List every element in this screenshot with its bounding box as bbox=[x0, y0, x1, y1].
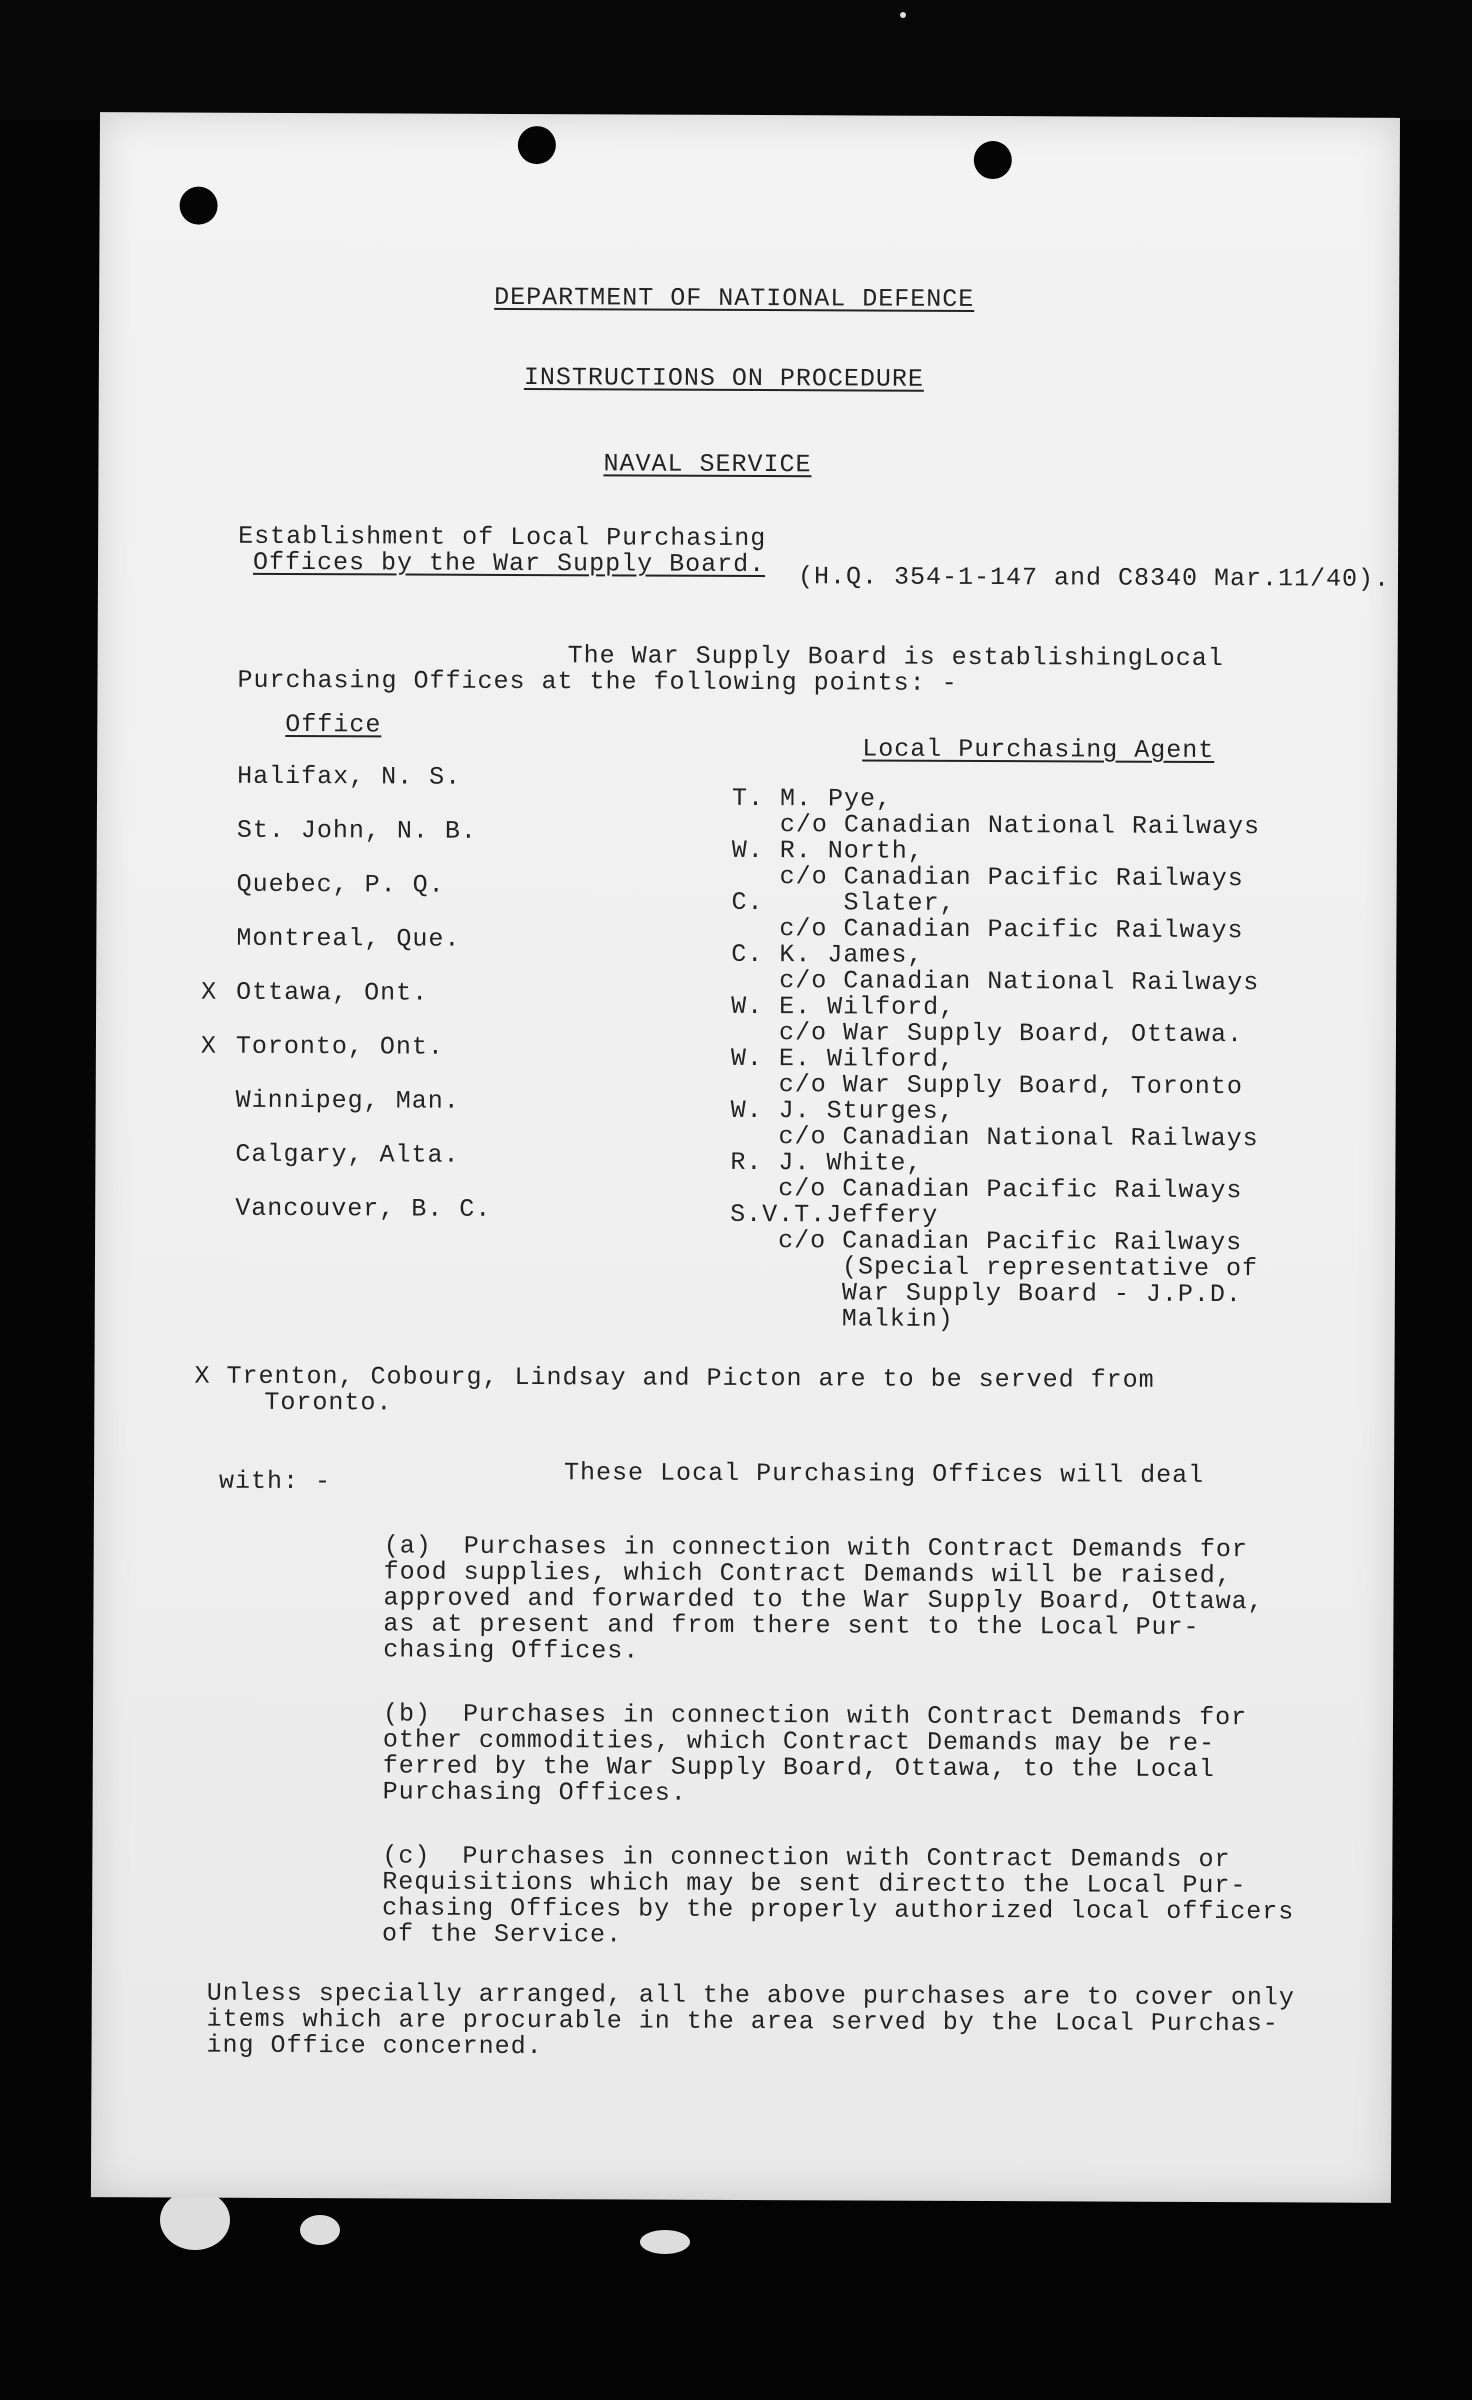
agent-line: W. E. Wilford, bbox=[731, 991, 956, 1022]
item-line: of the Service. bbox=[381, 1919, 623, 1950]
intro-line-1: The War Supply Board is establishingLocal bbox=[567, 641, 1224, 674]
item-line: chasing Offices. bbox=[383, 1635, 640, 1666]
footnote-line-1: X Trenton, Cobourg, Lindsay and Picton are to be served from bbox=[194, 1361, 1155, 1395]
agent-line: c/o Canadian National Railways bbox=[731, 965, 1260, 998]
agent-line: (Special representative of bbox=[729, 1251, 1259, 1284]
item-line: approved and forwarded to the War Supply Board, Ottawa, bbox=[383, 1583, 1264, 1617]
agent-line: C. Slater, bbox=[731, 887, 956, 918]
instructions-heading: INSTRUCTIONS ON PROCEDURE bbox=[523, 363, 924, 394]
subject-line-1: Establishment of Local Purchasing bbox=[238, 521, 767, 554]
closing-line: Unless specially arranged, all the above purchases are to cover only bbox=[206, 1978, 1296, 2013]
film-speck bbox=[900, 12, 906, 18]
office-name: Ottawa, Ont. bbox=[236, 977, 429, 1008]
agent-line: Malkin) bbox=[729, 1303, 954, 1334]
office-name: Winnipeg, Man. bbox=[235, 1085, 460, 1116]
intro-line-2: Purchasing Offices at the following points: - bbox=[237, 665, 958, 698]
service-heading: NAVAL SERVICE bbox=[603, 449, 812, 480]
film-speck bbox=[300, 2215, 340, 2245]
item-line: as at present and from there sent to the Local Pur- bbox=[383, 1609, 1200, 1642]
agent-line: c/o Canadian Pacific Railways bbox=[731, 861, 1244, 894]
agent-line: C. K. James, bbox=[731, 939, 924, 970]
item-line: (b) Purchases in connection with Contract Demands for bbox=[382, 1699, 1248, 1733]
item-line: food supplies, which Contract Demands will be raised, bbox=[383, 1557, 1232, 1591]
punch-hole bbox=[518, 126, 556, 164]
agent-line: W. E. Wilford, bbox=[730, 1043, 955, 1074]
office-name: Quebec, P. Q. bbox=[236, 869, 445, 900]
agent-line: War Supply Board - J.P.D. bbox=[729, 1277, 1242, 1310]
office-name: Calgary, Alta. bbox=[235, 1139, 460, 1170]
agent-line: c/o War Supply Board, Ottawa. bbox=[730, 1017, 1244, 1050]
punch-hole bbox=[974, 141, 1012, 179]
office-mark: X bbox=[201, 977, 218, 1007]
item-line: Requisitions which may be sent directto the Local Pur- bbox=[382, 1867, 1247, 1901]
document-page bbox=[91, 112, 1400, 2203]
punch-hole bbox=[180, 187, 218, 225]
film-speck bbox=[640, 2230, 690, 2254]
agent-line: c/o Canadian Pacific Railways bbox=[730, 1225, 1243, 1258]
agent-line: c/o Canadian Pacific Railways bbox=[730, 1173, 1243, 1206]
item-line: chasing Offices by the properly authorized local officers bbox=[382, 1893, 1295, 1927]
item-line: ferred by the War Supply Board, Ottawa, to the Local bbox=[382, 1751, 1215, 1785]
deal-lead: with: - bbox=[218, 1466, 332, 1497]
subject-line-2: Offices by the War Supply Board. bbox=[252, 547, 766, 580]
item-line: (c) Purchases in connection with Contract Demands or bbox=[382, 1841, 1231, 1875]
agent-line: W. J. Sturges, bbox=[730, 1095, 955, 1126]
agent-line: c/o Canadian National Railways bbox=[731, 809, 1261, 842]
agent-line: T. M. Pye, bbox=[731, 783, 893, 814]
agent-line: c/o Canadian National Railways bbox=[730, 1121, 1259, 1154]
office-name: Montreal, Que. bbox=[236, 923, 461, 954]
deal-text: These Local Purchasing Offices will deal bbox=[564, 1458, 1205, 1490]
agent-line: S.V.T.Jeffery bbox=[730, 1199, 939, 1230]
agent-line: c/o War Supply Board, Toronto bbox=[730, 1069, 1243, 1102]
agent-line: W. R. North, bbox=[731, 835, 924, 866]
footnote-line-2: Toronto. bbox=[264, 1387, 393, 1418]
item-line: Purchasing Offices. bbox=[382, 1777, 687, 1808]
film-speck bbox=[160, 2190, 230, 2250]
subject-reference: (H.Q. 354-1-147 and C8340 Mar.11/40). bbox=[797, 562, 1391, 594]
office-name: St. John, N. B. bbox=[236, 815, 477, 846]
item-line: (a) Purchases in connection with Contract Demands for bbox=[383, 1531, 1248, 1565]
office-name: Halifax, N. S. bbox=[237, 761, 462, 792]
office-name: Vancouver, B. C. bbox=[235, 1193, 492, 1224]
item-line: other commodities, which Contract Demands may be re- bbox=[382, 1725, 1216, 1759]
agent-line: R. J. White, bbox=[730, 1147, 923, 1178]
closing-line: items which are procurable in the area served by the Local Purchas- bbox=[206, 2004, 1279, 2039]
office-mark: X bbox=[200, 1031, 218, 1061]
department-heading: DEPARTMENT OF NATIONAL DEFENCE bbox=[494, 282, 975, 314]
agent-column-header: Local Purchasing Agent bbox=[862, 734, 1215, 766]
agent-line: c/o Canadian Pacific Railways bbox=[731, 913, 1244, 946]
office-column-header: Office bbox=[285, 709, 382, 740]
closing-line: ing Office concerned. bbox=[206, 2030, 543, 2062]
office-name: Toronto, Ont. bbox=[235, 1031, 445, 1062]
scan-border-top bbox=[0, 0, 1472, 120]
